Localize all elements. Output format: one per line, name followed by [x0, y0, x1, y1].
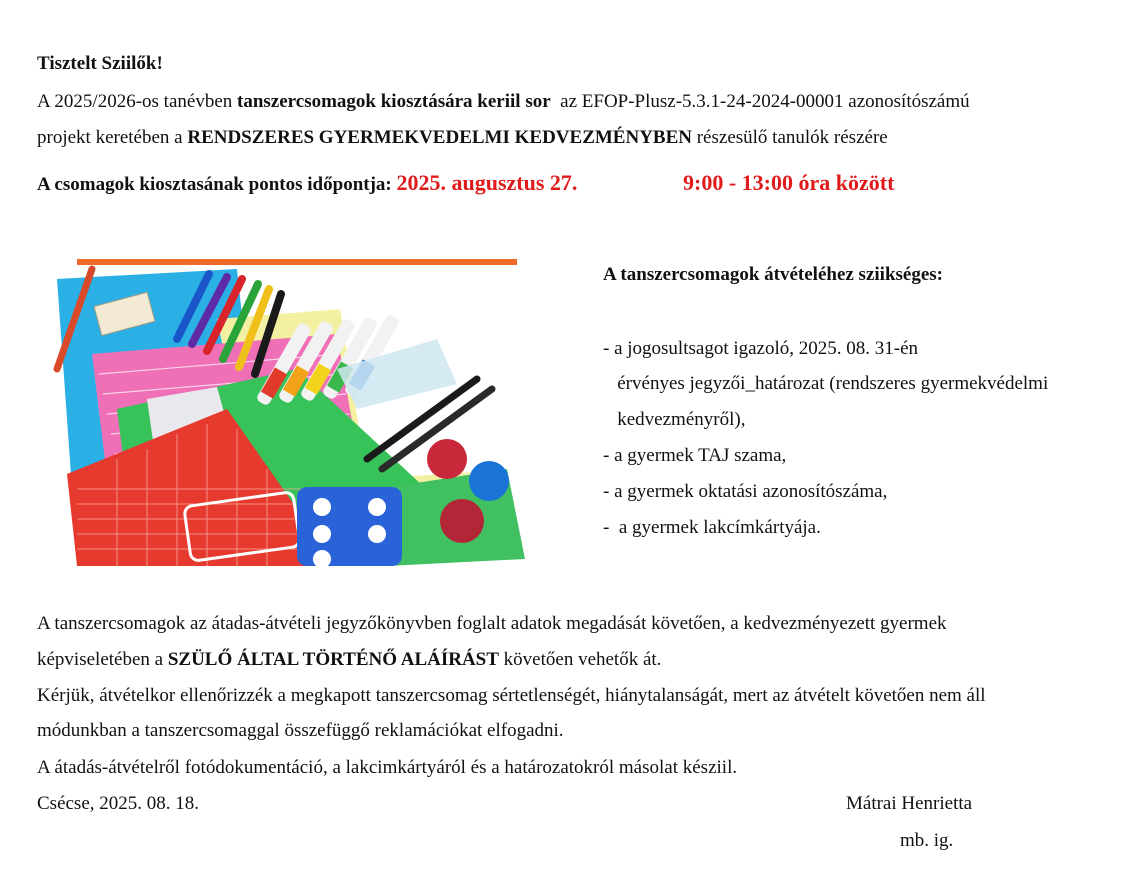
- body-paragraph-1: A tanszercsomagok az átadas-átvételi jegyzőkönyvben foglalt adatok megadását követően, a kedvezményezett gyermek: [37, 613, 947, 634]
- body-paragraph-2: képviseletében a SZÜLŐ ÁLTAL TÖRTÉNŐ ALÁÍRÁST követően vehetők át.: [37, 649, 662, 670]
- schedule-line: [37, 170, 895, 197]
- body-paragraph-5: A átadás-átvételről fotódokumentáció, a lakcimkártyáról és a határozatokról másolat késziil.: [37, 757, 738, 778]
- schedule-label: A csomagok kiosztasának pontos időpontja:: [37, 174, 392, 195]
- greeting: Tisztelt Sziilők!: [37, 53, 163, 74]
- requirement-line: érvényes jegyzői_határozat (rendszeres gyermekvédelmi: [603, 373, 1049, 394]
- intro-line-1: A 2025/2026-os tanévben tanszercsomagok kiosztására keriil sor az EFOP-Plusz-5.3.1-24-2024-00001 azonosítószámú: [37, 91, 970, 112]
- requirement-line: - a gyermek TAJ szama,: [603, 445, 787, 466]
- requirement-line: - a jogosultsagot igazoló, 2025. 08. 31-én: [603, 338, 919, 359]
- intro-line-2: projekt keretében a RENDSZERES GYERMEKVEDELMI KEDVEZMÉNYBEN részesülő tanulók részére: [37, 127, 888, 148]
- requirement-line: kedvezményről),: [603, 409, 746, 430]
- requirement-line: - a gyermek oktatási azonosítószáma,: [603, 481, 888, 502]
- requirements-heading: A tanszercsomagok átvételéhez sziikséges:: [603, 264, 943, 285]
- schedule-time: 9:00 - 13:00 óra között: [683, 170, 895, 195]
- school-supplies-photo: [37, 259, 527, 566]
- signer-title: mb. ig.: [900, 830, 954, 851]
- body-paragraph-3: Kérjük, átvételkor ellenőrizzék a megkapott tanszercsomag sértetlenségét, hiánytalanságát, mert az átvételt követően nem áll: [37, 685, 986, 706]
- requirement-line: - a gyermek lakcímkártyája.: [603, 517, 821, 538]
- schedule-date: 2025. augusztus 27.: [396, 170, 578, 195]
- place-date: Csécse, 2025. 08. 18.: [37, 793, 200, 814]
- signer-name: Mátrai Henrietta: [846, 793, 973, 814]
- body-paragraph-4: módunkban a tanszercsomaggal összefüggő reklamációkat elfogadni.: [37, 720, 564, 741]
